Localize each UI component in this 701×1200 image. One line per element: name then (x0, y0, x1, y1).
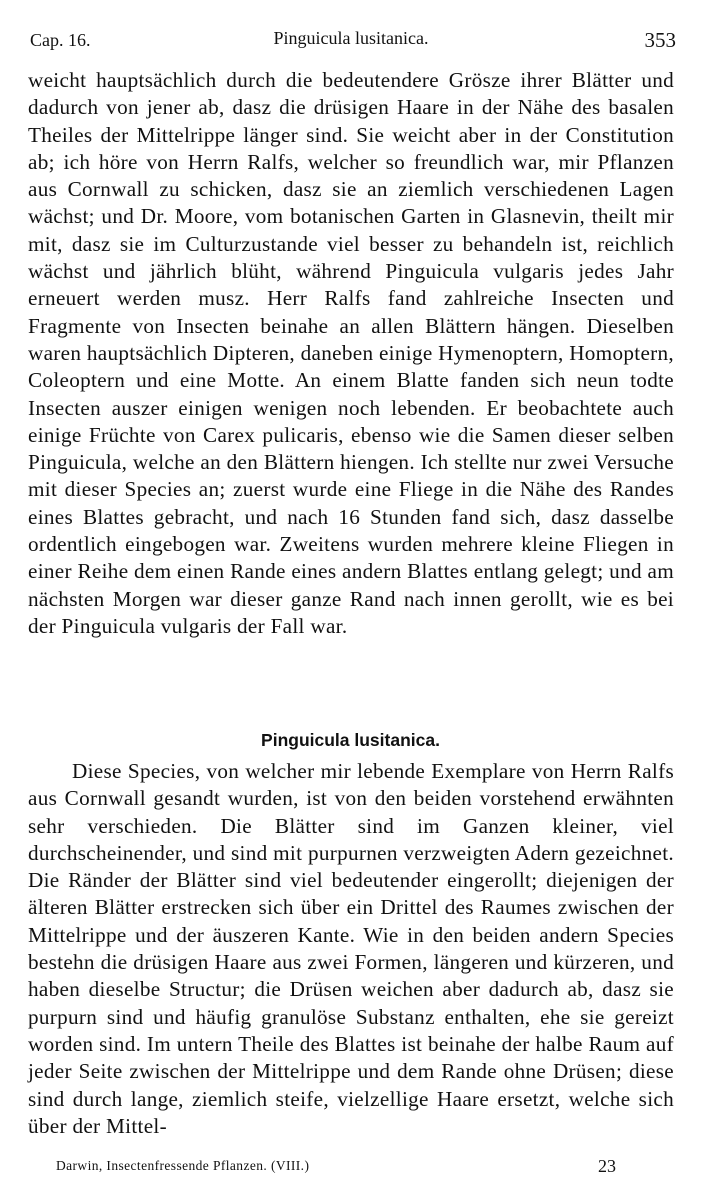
page-footer (56, 1158, 616, 1180)
page-number: 353 (644, 28, 676, 52)
section-heading: Pinguicula lusitanica. (261, 730, 440, 750)
running-header (26, 24, 676, 52)
signature-mark: 23 (598, 1156, 616, 1176)
paragraph: weicht hauptsächlich durch die bedeutendere Grösze ihrer Blätter und dadurch von jener ab, dasz die drüsigen Haare in der Nähe des basalen Theiles der Mittelrippe länger sind. Sie weicht aber in der Constitution ab; ich höre von Herrn Ralfs, welcher so freundlich war, mir Pflanzen aus Cornwall zu schicken, dasz sie an ziemlich verschiedenen Lagen wächst; und Dr. Moore, vom botanischen Garten in Glasnevin, theilt mir mit, dasz sie im Culturzustande viel besser zu behandeln ist, reichlich wächst und jährlich blüht, während Pinguicula vulgaris jedes Jahr erneuert werden musz. Herr Ralfs fand zahlreiche Insecten und Fragmente von Insecten beinahe an allen Blättern hängen. Dieselben waren hauptsächlich Dipteren, daneben einige Hymenoptern, Homoptern, Coleoptern und eine Motte. An einem Blatte fanden sich neun todte Insecten auszer einigen wenigen noch lebenden. Er beobachtete auch einige Früchte von Carex pulicaris, ebenso wie die Samen dieser selben Pinguicula, welche an den Blättern hiengen. Ich stellte nur zwei Versuche mit dieser Species an; zuerst wurde eine Fliege in die Nähe des Randes eines Blattes gebracht, und nach 16 Stunden fand sich, dasz dasselbe ordentlich eingebogen war. Zweitens wurden mehrere kleine Fliegen in einer Reihe dem einen Rande eines andern Blattes entlang gelegt; und am nächsten Morgen war dieser ganze Rand nach innen gerollt, wie es bei der Pinguicula vulgaris der Fall war. (28, 68, 674, 638)
running-title: Pinguicula lusitanica. (273, 28, 429, 48)
paragraph: Diese Species, von welcher mir lebende Exemplare von Herrn Ralfs aus Cornwall gesandt wurden, ist von den beiden vorstehend erwähnten sehr verschieden. Die Blätter sind im Ganzen kleiner, viel durchscheinender, und sind mit purpurnen verzweigten Adern gezeichnet. Die Ränder der Blätter sind viel bedeutender eingerollt; diejenigen der älteren Blätter erstrecken sich über ein Drittel des Raumes zwischen der Mittelrippe und der äuszeren Kante. Wie in den beiden andern Species bestehn die drüsigen Haare aus zwei Formen, längeren und kürzeren, und haben dieselbe Structur; die Drüsen weichen aber dadurch ab, dasz sie purpurn sind und häufig granulöse Substanz enthalten, ehe sie gereizt worden sind. Im untern Theile des Blattes ist beinahe der halbe Raum auf jeder Seite zwischen der Mittelrippe und dem Rande ohne Drüsen; diese sind durch lange, ziemlich steife, vielzellige Haare ersetzt, welche sich über der Mittel- (28, 759, 674, 1138)
body-text-section (28, 758, 674, 1140)
imprint-line: Darwin, Insectenfressende Pflanzen. (VIII.) (56, 1158, 310, 1173)
chapter-label: Cap. 16. (30, 30, 91, 50)
body-text-continued (28, 67, 674, 640)
